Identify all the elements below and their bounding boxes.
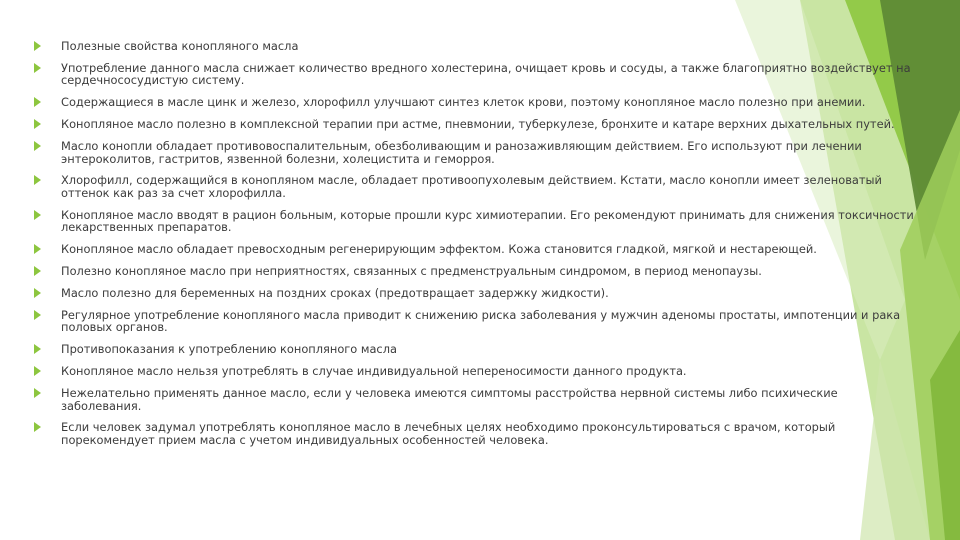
bullet-item	[34, 309, 919, 334]
triangle-right-icon	[34, 141, 41, 151]
bullet-text: Масло полезно для беременных на поздних сроках (предотвращает задержку жидкости).	[61, 286, 609, 301]
triangle-right-icon	[34, 210, 41, 220]
bullet-item	[34, 387, 919, 412]
bullet-item	[34, 265, 919, 278]
bullet-text: Конопляное масло полезно в комплексной терапии при астме, пневмонии, туберкулезе, бронхите и катаре верхних дыхательных путей.	[61, 117, 895, 132]
bullet-item	[34, 287, 919, 300]
bullet-item	[34, 140, 919, 165]
triangle-right-icon	[34, 266, 41, 276]
triangle-right-icon	[34, 310, 41, 320]
bullet-item	[34, 421, 919, 446]
bullet-text: Регулярное употребление конопляного масла приводит к снижению риска заболевания у мужчин аденомы простаты, импотенции и рака половых органов.	[61, 307, 901, 335]
triangle-right-icon	[34, 244, 41, 254]
triangle-right-icon	[34, 288, 41, 298]
bullet-text: Конопляное масло нельзя употреблять в случае индивидуальной непереносимости данного продукта.	[61, 364, 687, 379]
bullet-text: Содержащиеся в масле цинк и железо, хлорофилл улучшают синтез клеток крови, поэтому конопляное масло полезно при анемии.	[61, 95, 866, 110]
bullet-item	[34, 209, 919, 234]
bullet-item	[34, 174, 919, 199]
triangle-right-icon	[34, 388, 41, 398]
bullet-item	[34, 40, 919, 53]
bullet-item	[34, 62, 919, 87]
triangle-right-icon	[34, 422, 41, 432]
bullet-text: Если человек задумал употреблять конопляное масло в лечебных целях необходимо проконсультироваться с врачом, который порекомендует прием масла с учетом индивидуальных особенностей человека.	[61, 420, 836, 447]
bullet-item	[34, 118, 919, 131]
bullet-item	[34, 365, 919, 378]
bullet-list	[34, 40, 919, 456]
triangle-right-icon	[34, 175, 41, 185]
bullet-text: Противопоказания к употреблению конопляного масла	[61, 342, 397, 357]
triangle-right-icon	[34, 63, 41, 73]
bullet-item	[34, 96, 919, 109]
triangle-right-icon	[34, 366, 41, 376]
bullet-text: Употребление данного масла снижает количество вредного холестерина, очищает кровь и сосуды, а также благоприятно воздействует на сердечнососудистую систему.	[61, 60, 911, 88]
triangle-right-icon	[34, 119, 41, 129]
triangle-right-icon	[34, 41, 41, 51]
bullet-text: Хлорофилл, содержащийся в конопляном масле, обладает противоопухолевым действием. Кстати, масло конопли имеет зеленоватый оттенок как раз за счет хлорофилла.	[61, 173, 882, 200]
bullet-item	[34, 243, 919, 256]
bullet-text: Полезные свойства конопляного масла	[61, 39, 299, 53]
triangle-right-icon	[34, 97, 41, 107]
bullet-text: Полезно конопляное масло при неприятностях, связанных с предменструальным синдромом, в период менопаузы.	[61, 264, 762, 279]
bullet-item	[34, 343, 919, 356]
bullet-text: Конопляное масло обладает превосходным регенерирующим эффектом. Кожа становится гладкой, мягкой и нестареющей.	[61, 242, 817, 257]
bullet-text: Конопляное масло вводят в рацион больным, которые прошли курс химиотерапии. Его рекомендуют принимать для снижения токсичности лекарственных препаратов.	[61, 207, 914, 235]
bullet-text: Нежелательно применять данное масло, если у человека имеются симптомы расстройства нервной системы либо психические заболевания.	[61, 386, 838, 413]
bullet-text: Масло конопли обладает противовоспалительным, обезболивающим и ранозаживляющим действием. Его используют при лечении энтероколитов, гастритов, язвенной болезни, холецистита и геморроя.	[61, 139, 862, 166]
triangle-right-icon	[34, 344, 41, 354]
